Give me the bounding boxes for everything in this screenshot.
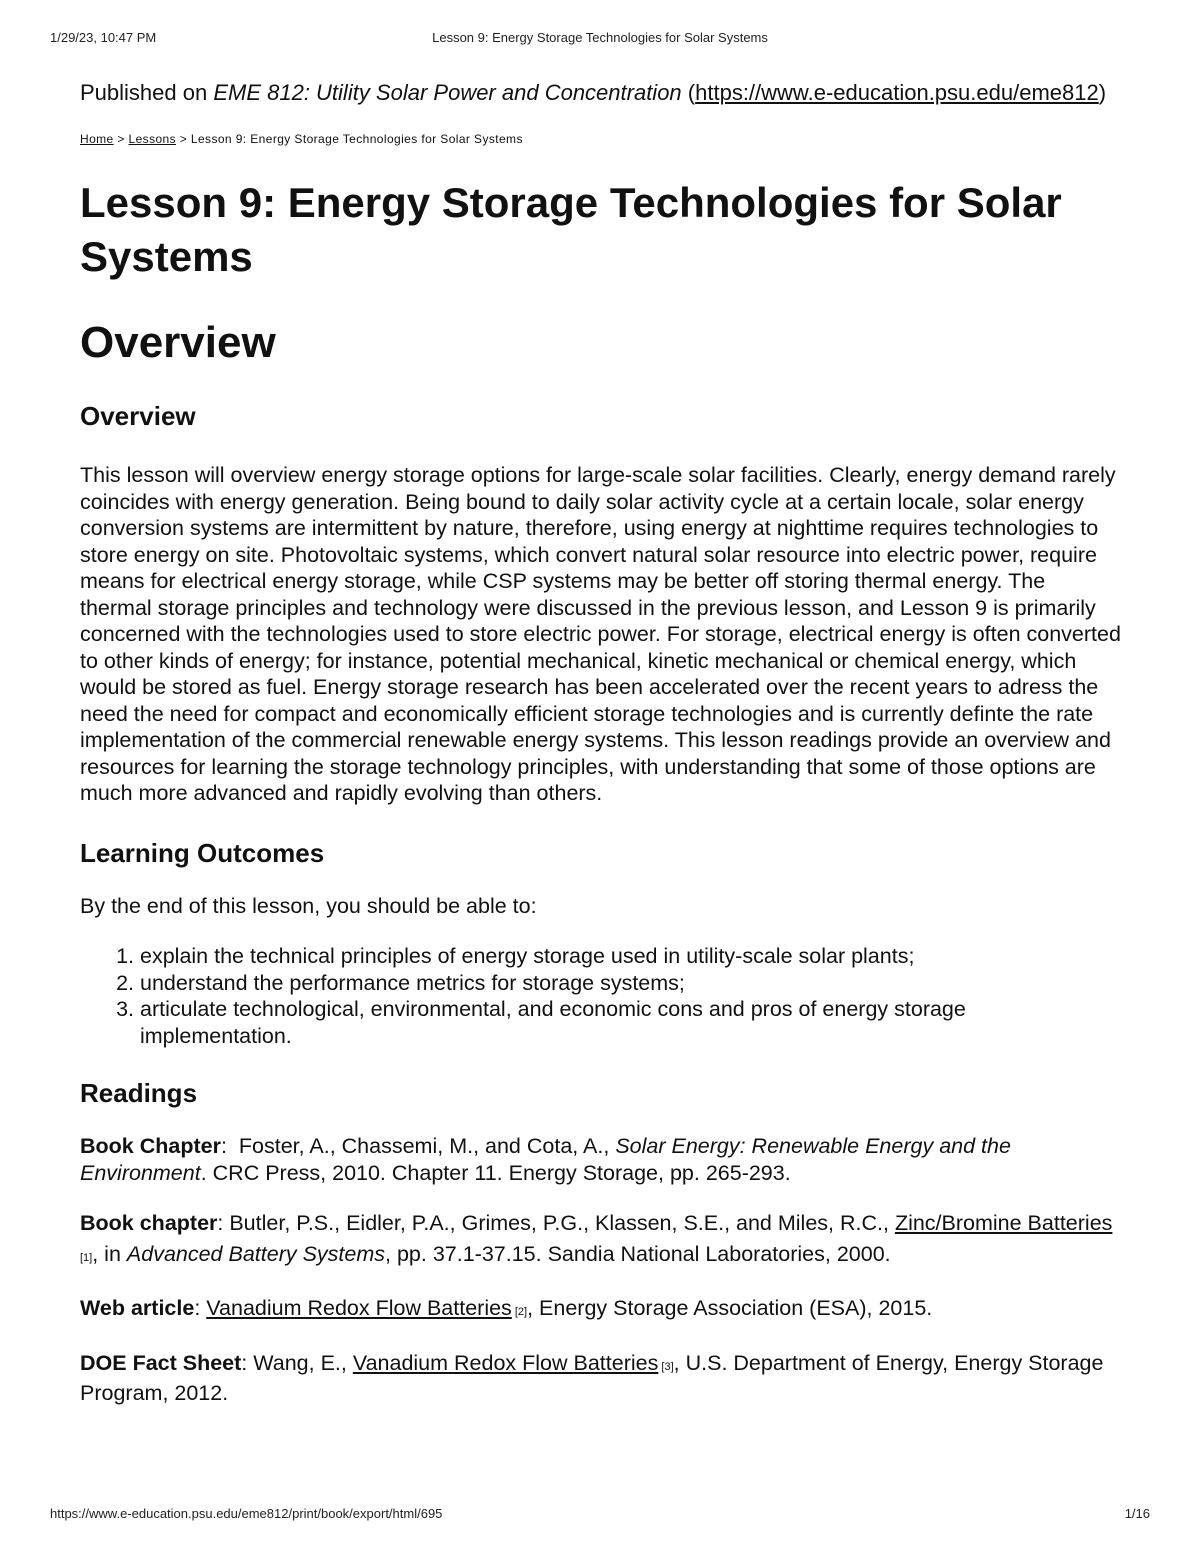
reading-text: , pp. 37.1-37.15. Sandia National Laboratories, 2000. [385,1241,891,1266]
reading-link-zinc-bromine[interactable]: Zinc/Bromine Batteries [894,1211,1113,1235]
reading-label: DOE Fact Sheet [80,1350,242,1375]
close-paren: ) [1098,80,1107,105]
footnote-ref: [3] [658,1360,674,1373]
print-url: https://www.e-education.psu.edu/eme812/print/book/export/html/695 [50,1506,443,1521]
overview-heading: Overview [80,318,276,367]
learning-outcomes-list [80,943,1122,1049]
reading-item [80,1295,1122,1326]
reading-colon: : [220,1134,239,1158]
footnote-ref: [1] [80,1251,93,1264]
breadcrumb-separator: > [113,132,129,146]
page-title: Lesson 9: Energy Storage Technologies for Solar Systems [80,179,1062,280]
list-item: 1. explain the technical principles of energy storage used in utility-scale solar plants; [140,943,1122,970]
readings-heading: Readings [80,1078,198,1108]
readings-section [80,1077,1122,1407]
overview-section [80,400,1122,807]
course-url-link[interactable]: https://www.e-education.psu.edu/eme812 [695,80,1099,105]
print-header [50,30,1150,50]
reading-colon: : [241,1350,254,1375]
reading-item [80,1350,1122,1407]
reading-text: , in [92,1241,127,1266]
reading-text: , U.S. Department of Energy, Energy Storage Program, 2012. [80,1350,1104,1405]
reading-label: Web article [80,1296,195,1320]
published-prefix: Published on [80,80,214,105]
print-footer [50,1506,1150,1526]
overview-paragraph: This lesson will overview energy storage options for large-scale solar facilities. Clearly, energy demand rarely coincides with energy generation. Being bound to daily solar activity cycle at a certain locale, solar energy conversion systems are intermittent by nature, therefore, using energy at nighttime requires technologies to store energy on site. Photovoltaic systems, which convert natural solar resource into electric power, require means for electrical energy storage, while CSP systems may be better off storing thermal energy. The thermal storage principles and technology were discussed in the previous lesson, and Lesson 9 is primarily concerned with the technologies used to store electric power. For storage, electrical energy is often converted to other kinds of energy; for instance, potential mechanical, kinetic mechanical or chemical energy, which would be stored as fuel. Energy storage research has been accelerated over the recent years to adress the need the need for compact and economically efficient storage technologies and is currently definte the rate implementation of the commercial renewable energy systems. This lesson readings provide an overview and resources for learning the storage technology principles, with understanding that some of those options are much more advanced and rapidly evolving than others. [80,463,1121,805]
reading-link-vanadium-esa[interactable]: Vanadium Redox Flow Batteries [206,1296,512,1320]
breadcrumb-home-link[interactable]: Home [80,132,114,146]
learning-outcomes-heading: Learning Outcomes [80,837,325,868]
learning-outcomes-section [80,837,1122,1050]
document-content [80,80,1122,1407]
reading-link-vanadium-doe[interactable]: Vanadium Redox Flow Batteries [352,1350,659,1375]
learning-outcomes-intro: By the end of this lesson, you should be able to: [80,893,537,918]
open-paren: ( [681,80,696,105]
reading-text: Wang, E., [253,1350,353,1375]
breadcrumb-separator: > [176,132,191,146]
reading-text: , Energy Storage Association (ESA), 2015. [527,1296,933,1320]
reading-text: Butler, P.S., Eidler, P.A., Grimes, P.G., Klassen, S.E., and Miles, R.C., [229,1211,895,1235]
print-datetime: 1/29/23, 10:47 PM [50,30,157,45]
print-page-title: Lesson 9: Energy Storage Technologies for Solar Systems [432,30,768,45]
list-item: 2. understand the performance metrics for storage systems; [140,970,1122,997]
reading-book-title: Advanced Battery Systems [126,1241,386,1266]
reading-colon: : [217,1211,230,1235]
breadcrumb-lessons-link[interactable]: Lessons [128,132,177,146]
breadcrumb [80,132,1122,146]
course-name: EME 812: Utility Solar Power and Concentration [213,80,682,105]
reading-book-title: Solar Energy: Renewable Energy and the Environment [80,1134,1011,1185]
published-line [80,80,1122,106]
reading-label: Book chapter [80,1211,218,1235]
reading-text: . CRC Press, 2010. Chapter 11. Energy Storage, pp. 265-293. [200,1160,791,1185]
overview-subheading: Overview [80,401,196,431]
reading-item [80,1133,1122,1186]
reading-label: Book Chapter [80,1134,221,1158]
print-page-number: 1/16 [1124,1506,1150,1521]
reading-item [80,1210,1122,1271]
footnote-ref: [2] [511,1306,528,1318]
reading-text: Foster, A., Chassemi, M., and Cota, A., [238,1134,616,1158]
breadcrumb-current: Lesson 9: Energy Storage Technologies for Solar Systems [190,132,523,146]
reading-colon: : [194,1296,207,1320]
list-item: 3. articulate technological, environmental, and economic cons and pros of energy storage implementation. [140,996,1122,1049]
